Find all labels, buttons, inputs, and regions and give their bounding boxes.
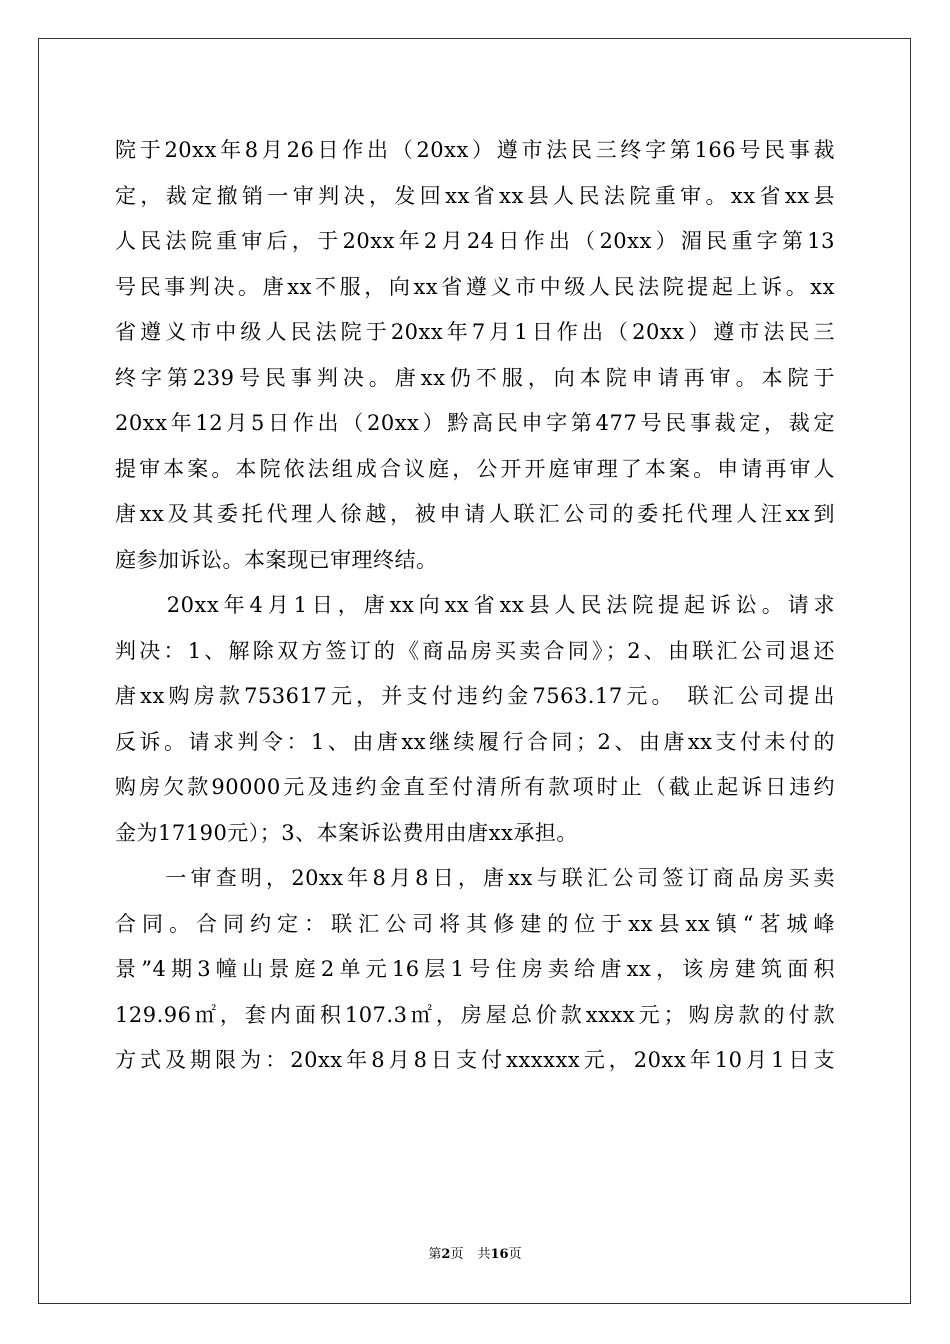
total-pages: 16 xyxy=(490,1247,509,1262)
text-line: 庭参加诉讼。本案现已审理终结。 xyxy=(115,547,438,572)
text-line: 判决：1、解除双方签订的《商品房买卖合同》；2、由联汇公司退还 xyxy=(115,638,835,663)
text-line: 唐xx及其委托代理人徐越，被申请人联汇公司的委托代理人汪xx到 xyxy=(115,502,835,526)
text-line: 省遵义市中级人民法院于20xx年7月1日作出（20xx）遵市法民三 xyxy=(115,320,835,344)
text-line: 终字第239号民事判决。唐xx仍不服，向本院申请再审。本院于 xyxy=(115,365,835,390)
page-prefix: 第 xyxy=(428,1247,442,1262)
text-line: 金为17190元）；3、本案诉讼费用由唐xx承担。 xyxy=(115,820,578,845)
text-line: 一审查明，20xx年8月8日，唐xx与联汇公司签订商品房买卖 xyxy=(115,866,835,890)
document-body xyxy=(115,128,835,1084)
text-line: 方式及期限为：20xx年8月8日支付xxxxxx元，20xx年10月1日支 xyxy=(115,1048,835,1072)
page-number: 2 xyxy=(441,1247,451,1262)
text-line: 唐xx购房款753617元，并支付违约金7563.17元。 联汇公司提出 xyxy=(115,684,835,708)
text-line: 129.96㎡，套内面积107.3㎡，房屋总价款xxxx元；购房款的付款 xyxy=(115,1002,835,1027)
total-prefix: 共 xyxy=(477,1247,491,1262)
page-suffix: 页 xyxy=(450,1247,464,1262)
text-line: 人民法院重审后，于20xx年2月24日作出（20xx）湄民重字第13 xyxy=(115,229,835,253)
text-line: 号民事判决。唐xx不服，向xx省遵义市中级人民法院提起上诉。xx xyxy=(115,274,835,299)
text-line: 定，裁定撤销一审判决，发回xx省xx县人民法院重审。xx省xx县 xyxy=(115,183,835,208)
page-footer xyxy=(0,1245,950,1265)
text-line: 院于20xx年8月26日作出（20xx）遵市法民三终字第166号民事裁 xyxy=(115,138,835,162)
text-line: 反诉。请求判令：1、由唐xx继续履行合同；2、由唐xx支付未付的 xyxy=(115,729,835,754)
text-line: 购房欠款90000元及违约金直至付清所有款项时止（截止起诉日违约 xyxy=(115,775,835,799)
text-line: 景”4期3幢山景庭2单元16层1号住房卖给唐xx，该房建筑面积 xyxy=(115,957,835,981)
text-line: 合同。合同约定：联汇公司将其修建的位于xx县xx镇“茗城峰 xyxy=(115,911,835,936)
text-line: 20xx年4月1日，唐xx向xx省xx县人民法院提起诉讼。请求 xyxy=(115,593,835,617)
text-line: 提审本案。本院依法组成合议庭，公开开庭审理了本案。申请再审人 xyxy=(115,456,835,481)
total-suffix: 页 xyxy=(508,1247,522,1262)
text-line: 20xx年12月5日作出（20xx）黔高民申字第477号民事裁定，裁定 xyxy=(115,411,835,435)
